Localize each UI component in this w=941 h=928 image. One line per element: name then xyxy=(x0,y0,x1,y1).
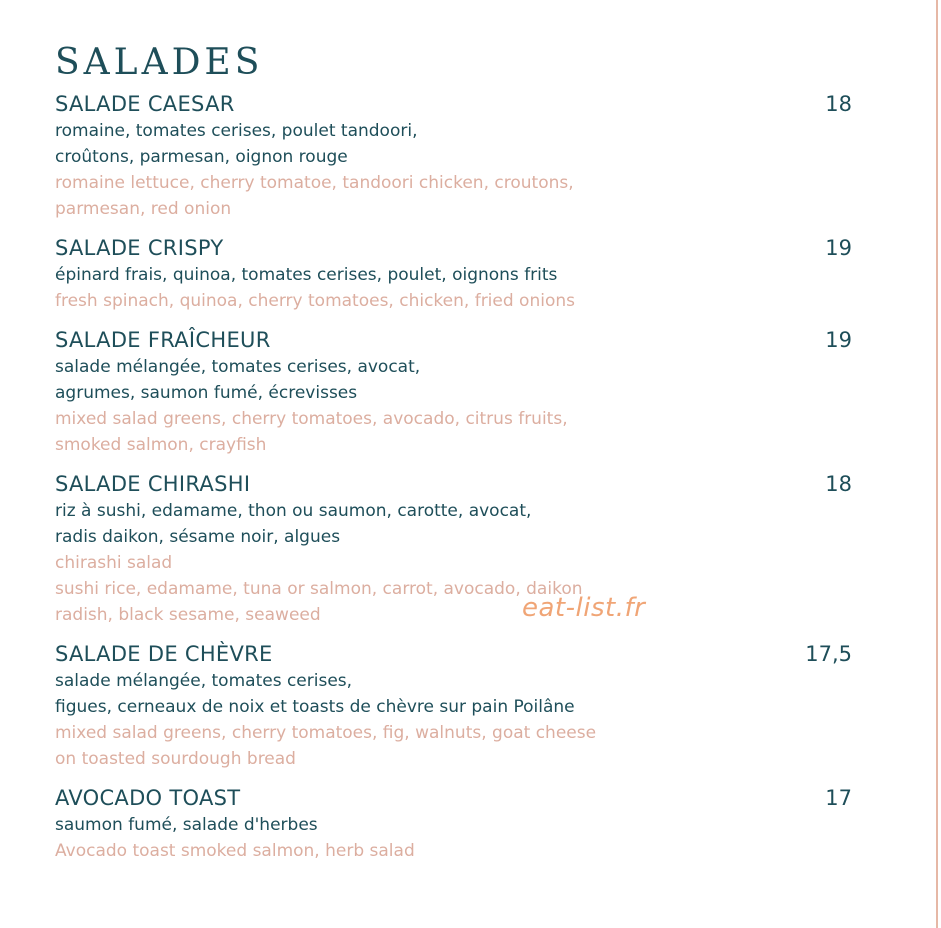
menu-item-description-en: sushi rice, edamame, tuna or salmon, carrot, avocado, daikon xyxy=(55,579,583,599)
menu-item-price: 18 xyxy=(825,92,852,116)
menu-item-header xyxy=(55,786,855,812)
menu-item-header xyxy=(55,328,855,354)
menu-item-description-en: mixed salad greens, cherry tomatoes, fig, walnuts, goat cheese xyxy=(55,723,597,743)
menu-item-avocado-toast xyxy=(55,786,855,864)
menu-item-name: AVOCADO TOAST xyxy=(55,786,241,810)
menu-item-price: 17 xyxy=(825,786,852,810)
menu-item-salade-de-chevre xyxy=(55,642,855,772)
section-title: SALADES xyxy=(55,42,264,83)
menu-item-description-fr: riz à sushi, edamame, thon ou saumon, carotte, avocat, xyxy=(55,501,532,521)
menu-item-description-en: chirashi salad xyxy=(55,553,173,573)
menu-item-salade-fraicheur xyxy=(55,328,855,458)
menu-item-header xyxy=(55,236,855,262)
menu-item-description-fr: épinard frais, quinoa, tomates cerises, poulet, oignons frits xyxy=(55,265,558,285)
menu-item-name: SALADE FRAÎCHEUR xyxy=(55,328,271,352)
salads-menu xyxy=(55,40,855,878)
menu-item-description-fr: figues, cerneaux de noix et toasts de chèvre sur pain Poilâne xyxy=(55,697,575,717)
watermark-text: eat-list.fr xyxy=(522,593,646,623)
menu-item-salade-crispy xyxy=(55,236,855,314)
menu-item-price: 18 xyxy=(825,472,852,496)
menu-item-salade-caesar xyxy=(55,92,855,222)
menu-item-description-en: mixed salad greens, cherry tomatoes, avocado, citrus fruits, xyxy=(55,409,568,429)
menu-item-description-fr: radis daikon, sésame noir, algues xyxy=(55,527,341,547)
menu-item-price: 19 xyxy=(825,236,852,260)
menu-item-description-en: radish, black sesame, seaweed xyxy=(55,605,321,625)
right-border-rule xyxy=(936,0,938,928)
menu-item-description-fr: romaine, tomates cerises, poulet tandoori, xyxy=(55,121,418,141)
menu-item-description-fr: croûtons, parmesan, oignon rouge xyxy=(55,147,348,167)
menu-item-header xyxy=(55,92,855,118)
menu-item-salade-chirashi xyxy=(55,472,855,628)
menu-item-name: SALADE DE CHÈVRE xyxy=(55,642,273,666)
menu-item-name: SALADE CRISPY xyxy=(55,236,224,260)
menu-item-name: SALADE CHIRASHI xyxy=(55,472,251,496)
menu-item-description-fr: agrumes, saumon fumé, écrevisses xyxy=(55,383,358,403)
menu-item-description-en: Avocado toast smoked salmon, herb salad xyxy=(55,841,415,861)
menu-item-name: SALADE CAESAR xyxy=(55,92,235,116)
menu-item-description-fr: saumon fumé, salade d'herbes xyxy=(55,815,318,835)
menu-item-description-en: on toasted sourdough bread xyxy=(55,749,296,769)
menu-item-price: 17,5 xyxy=(805,642,852,666)
menu-item-price: 19 xyxy=(825,328,852,352)
menu-item-description-en: parmesan, red onion xyxy=(55,199,232,219)
menu-item-description-en: smoked salmon, crayfish xyxy=(55,435,267,455)
menu-item-header xyxy=(55,642,855,668)
menu-item-header xyxy=(55,472,855,498)
menu-item-description-en: romaine lettuce, cherry tomatoe, tandoori chicken, croutons, xyxy=(55,173,574,193)
menu-item-description-fr: salade mélangée, tomates cerises, avocat, xyxy=(55,357,421,377)
menu-item-description-en: fresh spinach, quinoa, cherry tomatoes, chicken, fried onions xyxy=(55,291,575,311)
menu-item-description-fr: salade mélangée, tomates cerises, xyxy=(55,671,353,691)
